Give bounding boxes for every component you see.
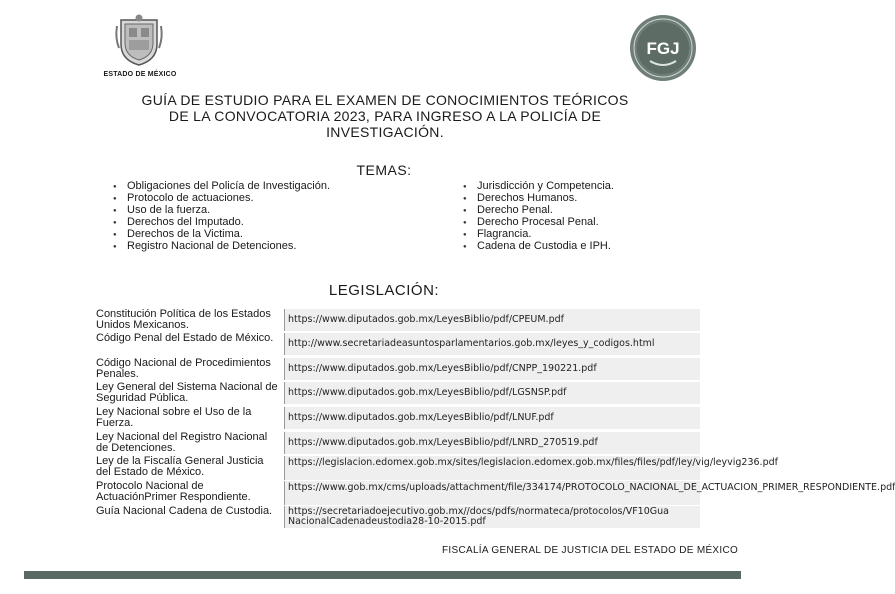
footer-org-name: FISCALÍA GENERAL DE JUSTICIA DEL ESTADO DE MÉXICO bbox=[442, 545, 739, 556]
topics-list-right bbox=[462, 180, 614, 252]
law-name: Ley Nacional sobre el Uso de la Fuerza. bbox=[96, 406, 252, 429]
list-item: ● Obligaciones del Policía de Investigación. bbox=[112, 180, 330, 192]
list-item: ● Derechos de la Victima. bbox=[112, 228, 330, 240]
list-item: ● Flagrancia. bbox=[462, 228, 614, 240]
list-item: ● Derecho Procesal Penal. bbox=[462, 216, 614, 228]
law-name: Código Nacional de Procedimientos Penales. bbox=[96, 357, 271, 380]
legislacion-heading: LEGISLACIÓN: bbox=[328, 282, 440, 299]
list-item: ● Protocolo de actuaciones. bbox=[112, 192, 330, 204]
fgj-logo-text: FGJ bbox=[646, 39, 680, 58]
title-line-1: GUÍA DE ESTUDIO PARA EL EXAMEN DE CONOCIMIENTOS TEÓRICOS bbox=[141, 92, 629, 108]
law-link[interactable]: https://secretariadoejecutivo.gob.mx//docs/pdfs/normateca/protocolos/VF10Gua NacionalCadenadeustodia28-10-2015.pdf bbox=[284, 506, 700, 528]
law-name: Guía Nacional Cadena de Custodia. bbox=[96, 505, 273, 517]
law-link[interactable]: https://www.diputados.gob.mx/LeyesBiblio/pdf/LNRD_270519.pdf bbox=[284, 432, 700, 454]
law-link[interactable]: http://www.secretariadeasuntosparlamentarios.gob.mx/leyes_y_codigos.html bbox=[284, 333, 700, 355]
law-name: Ley de la Fiscalía General Justicia del Estado de México. bbox=[96, 455, 264, 478]
law-name: Ley General del Sistema Nacional de Seguridad Pública. bbox=[96, 381, 278, 404]
list-item: ● Derechos Humanos. bbox=[462, 192, 614, 204]
fgj-logo bbox=[628, 13, 698, 83]
title-line-2: DE LA CONVOCATORIA 2023, PARA INGRESO A LA POLICÍA DE bbox=[168, 108, 602, 124]
list-item: ● Registro Nacional de Detenciones. bbox=[112, 240, 330, 252]
law-name: Constitución Política de los Estados Unidos Mexicanos. bbox=[96, 308, 271, 331]
law-link[interactable]: https://www.diputados.gob.mx/LeyesBiblio/pdf/CNPP_190221.pdf bbox=[284, 358, 700, 380]
title-line-3: INVESTIGACIÓN. bbox=[326, 124, 444, 140]
law-link[interactable]: https://www.diputados.gob.mx/LeyesBiblio/pdf/CPEUM.pdf bbox=[284, 309, 700, 331]
list-item: ● Jurisdicción y Competencia. bbox=[462, 180, 614, 192]
fgj-seal-icon bbox=[628, 13, 698, 83]
law-link[interactable]: https://www.diputados.gob.mx/LeyesBiblio/pdf/LNUF.pdf bbox=[284, 407, 700, 429]
law-link[interactable]: https://legislacion.edomex.gob.mx/sites/legislacion.edomex.gob.mx/files/files/pdf/ley/vig/leyvig236.pdf bbox=[284, 456, 700, 480]
footer-bar bbox=[24, 571, 741, 579]
list-item: ● Derecho Penal. bbox=[462, 204, 614, 216]
law-name: Ley Nacional del Registro Nacional de Detenciones. bbox=[96, 431, 268, 454]
estado-de-mexico-logo bbox=[100, 14, 180, 82]
coat-of-arms-icon bbox=[115, 14, 163, 66]
document-title bbox=[120, 92, 650, 140]
topics-list-left bbox=[112, 180, 330, 252]
estado-de-mexico-label: ESTADO DE MÉXICO bbox=[103, 71, 177, 78]
law-link[interactable]: https://www.diputados.gob.mx/LeyesBiblio/pdf/LGSNSP.pdf bbox=[284, 382, 700, 404]
law-link[interactable]: https://www.gob.mx/cms/uploads/attachment/file/334174/PROTOCOLO_NACIONAL_DE_ACTUACION_PRIMER_RESPONDIENTE.pdf bbox=[284, 481, 700, 505]
law-name: Protocolo Nacional de ActuaciónPrimer Respondiente. bbox=[96, 480, 251, 503]
law-name: Código Penal del Estado de México. bbox=[96, 332, 274, 344]
list-item: ● Derechos del Imputado. bbox=[112, 216, 330, 228]
list-item: ● Cadena de Custodia e IPH. bbox=[462, 240, 614, 252]
list-item: ● Uso de la fuerza. bbox=[112, 204, 330, 216]
temas-heading: TEMAS: bbox=[356, 162, 412, 178]
